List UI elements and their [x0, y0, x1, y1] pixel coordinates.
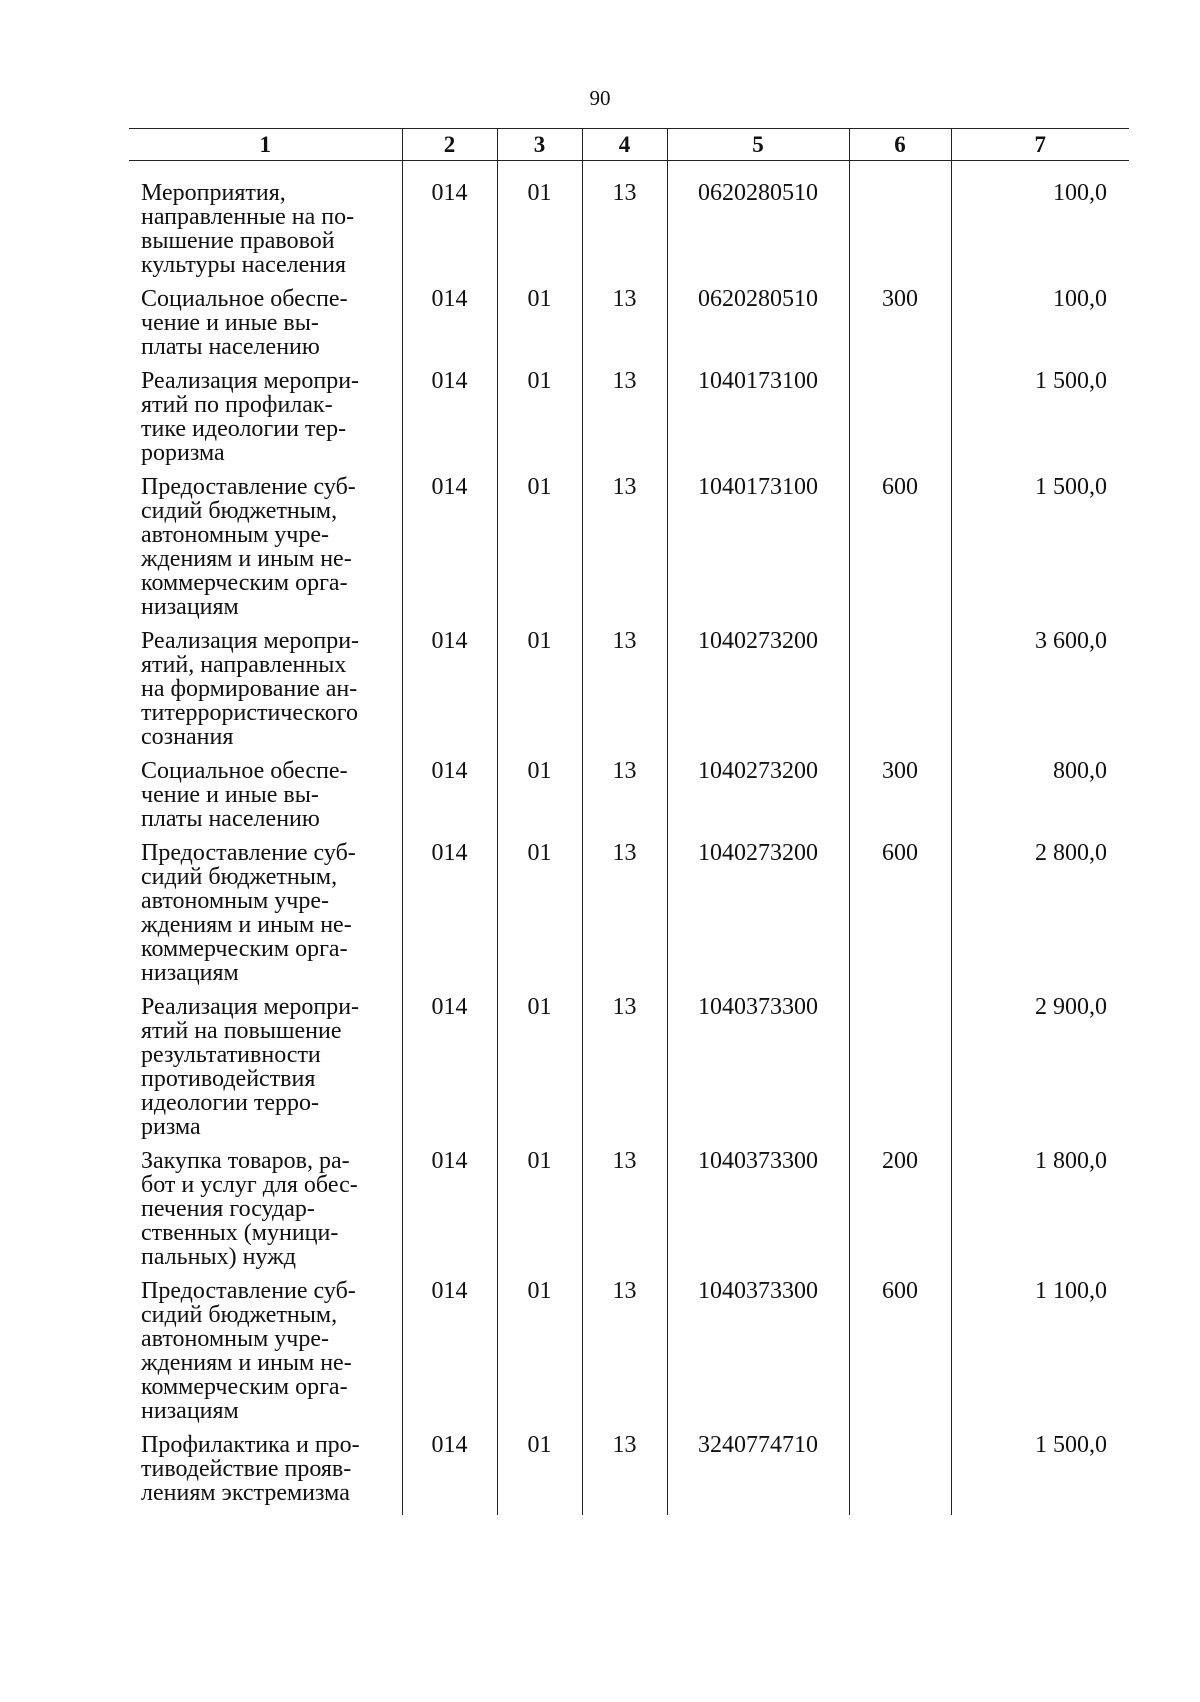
header-col-3: 3 — [497, 129, 582, 161]
row-col-2-cell: 014 — [402, 995, 497, 1149]
row-col-2-cell: 014 — [402, 1433, 497, 1515]
row-col-6-cell — [849, 181, 951, 287]
row-col-3-cell: 01 — [497, 995, 582, 1149]
row-name-line: идеологии терро- — [141, 1090, 320, 1116]
table-row — [129, 995, 1129, 1149]
table-spacer-row — [129, 161, 1129, 182]
row-col-3-cell: 01 — [497, 181, 582, 287]
row-amount-cell: 800,0 — [951, 759, 1129, 841]
header-row — [129, 129, 1129, 161]
row-name-line: тике идеологии тер- — [141, 416, 347, 442]
row-col-3-cell: 01 — [497, 287, 582, 369]
spacer-cell — [402, 161, 497, 182]
row-name-line: коммерческим орга- — [141, 570, 348, 596]
row-name-cell — [129, 369, 402, 475]
row-name-line: автономным учре- — [141, 1326, 330, 1352]
row-name-line: культуры населения — [141, 252, 347, 278]
row-name-line: автономным учре- — [141, 522, 330, 548]
row-col-4-cell: 13 — [582, 995, 667, 1149]
row-col-6-cell: 600 — [849, 1279, 951, 1433]
row-amount-cell: 1 800,0 — [951, 1149, 1129, 1279]
row-name-line: Предоставление суб- — [141, 474, 356, 500]
row-name-line: Предоставление суб- — [141, 1278, 356, 1304]
row-name-line: Мероприятия, — [141, 180, 286, 206]
row-name-line: результативности — [141, 1042, 321, 1068]
row-col-6-cell: 300 — [849, 759, 951, 841]
row-col-6-cell: 600 — [849, 841, 951, 995]
header-col-4: 4 — [582, 129, 667, 161]
row-col-3-cell: 01 — [497, 759, 582, 841]
row-amount-cell: 3 600,0 — [951, 629, 1129, 759]
row-name-cell — [129, 475, 402, 629]
header-col-5: 5 — [667, 129, 849, 161]
row-name-line: Закупка товаров, ра- — [141, 1148, 350, 1174]
row-name-line: сидий бюджетным, — [141, 1302, 338, 1328]
row-name-line: чение и иные вы- — [141, 782, 319, 808]
row-name-cell — [129, 287, 402, 369]
header-col-2: 2 — [402, 129, 497, 161]
spacer-cell — [497, 161, 582, 182]
table-row — [129, 1149, 1129, 1279]
header-col-7: 7 — [951, 129, 1129, 161]
row-name-cell — [129, 759, 402, 841]
row-name-line: титеррористического — [141, 700, 358, 726]
spacer-cell — [849, 161, 951, 182]
row-name-line: Реализация меропри- — [141, 368, 360, 394]
table-row — [129, 629, 1129, 759]
header-col-6: 6 — [849, 129, 951, 161]
row-col-2-cell: 014 — [402, 475, 497, 629]
row-col-2-cell: 014 — [402, 181, 497, 287]
row-name-line: сидий бюджетным, — [141, 498, 338, 524]
header-col-1: 1 — [129, 129, 402, 161]
row-name-cell — [129, 1279, 402, 1433]
row-col-5-cell: 1040273200 — [667, 629, 849, 759]
row-name-line: Реализация меропри- — [141, 994, 360, 1020]
row-col-5-cell: 1040273200 — [667, 841, 849, 995]
row-name-line: ждениям и иным не- — [141, 912, 352, 938]
row-name-line: сидий бюджетным, — [141, 864, 338, 890]
row-col-2-cell: 014 — [402, 841, 497, 995]
row-name-line: тиводействие прояв- — [141, 1456, 352, 1482]
row-col-4-cell: 13 — [582, 629, 667, 759]
row-col-2-cell: 014 — [402, 759, 497, 841]
row-col-5-cell: 1040373300 — [667, 995, 849, 1149]
row-col-2-cell: 014 — [402, 369, 497, 475]
row-name-line: на формирование ан- — [141, 676, 358, 702]
row-col-6-cell — [849, 629, 951, 759]
row-name-line: лениям экстремизма — [141, 1480, 350, 1506]
spacer-cell — [951, 161, 1129, 182]
row-name-line: низациям — [141, 960, 239, 986]
row-name-cell — [129, 1149, 402, 1279]
row-col-5-cell: 3240774710 — [667, 1433, 849, 1515]
row-amount-cell: 100,0 — [951, 181, 1129, 287]
row-col-2-cell: 014 — [402, 287, 497, 369]
row-col-5-cell: 0620280510 — [667, 181, 849, 287]
row-name-line: коммерческим орга- — [141, 1374, 348, 1400]
row-name-line: ятий по профилак- — [141, 392, 333, 418]
row-col-4-cell: 13 — [582, 1279, 667, 1433]
spacer-cell — [667, 161, 849, 182]
row-col-6-cell: 600 — [849, 475, 951, 629]
budget-table — [129, 128, 1129, 1515]
table-row — [129, 181, 1129, 287]
row-col-3-cell: 01 — [497, 629, 582, 759]
row-col-6-cell: 300 — [849, 287, 951, 369]
row-col-3-cell: 01 — [497, 1279, 582, 1433]
row-amount-cell: 100,0 — [951, 287, 1129, 369]
row-name-line: ждениям и иным не- — [141, 1350, 352, 1376]
row-name-line: платы населению — [141, 334, 320, 360]
row-col-4-cell: 13 — [582, 1149, 667, 1279]
row-col-4-cell: 13 — [582, 759, 667, 841]
row-name-line: автономным учре- — [141, 888, 330, 914]
row-name-line: Социальное обеспе- — [141, 758, 348, 784]
table-row — [129, 475, 1129, 629]
row-name-cell — [129, 181, 402, 287]
table-row — [129, 841, 1129, 995]
row-col-4-cell: 13 — [582, 287, 667, 369]
table-row — [129, 1433, 1129, 1515]
table-row — [129, 287, 1129, 369]
row-col-4-cell: 13 — [582, 1433, 667, 1515]
row-amount-cell: 1 500,0 — [951, 475, 1129, 629]
row-col-5-cell: 1040173100 — [667, 475, 849, 629]
table-body — [129, 161, 1129, 1516]
row-name-line: чение и иные вы- — [141, 310, 319, 336]
row-col-3-cell: 01 — [497, 475, 582, 629]
row-name-line: ственных (муници- — [141, 1220, 339, 1246]
row-col-6-cell — [849, 995, 951, 1149]
row-name-cell — [129, 995, 402, 1149]
row-name-line: направленные на по- — [141, 204, 355, 230]
row-col-3-cell: 01 — [497, 841, 582, 995]
row-name-line: Профилактика и про- — [141, 1432, 360, 1458]
row-name-line: бот и услуг для обес- — [141, 1172, 358, 1198]
page-number: 90 — [589, 86, 611, 110]
row-name-line: вышение правовой — [141, 228, 335, 254]
row-col-5-cell: 1040373300 — [667, 1149, 849, 1279]
row-name-line: ятий, направленных — [141, 652, 347, 678]
row-col-3-cell: 01 — [497, 369, 582, 475]
row-name-line: ятий на повышение — [141, 1018, 342, 1044]
row-col-4-cell: 13 — [582, 475, 667, 629]
row-amount-cell: 1 500,0 — [951, 1433, 1129, 1515]
spacer-cell — [129, 161, 402, 182]
row-name-line: ризма — [141, 1114, 201, 1140]
row-amount-cell: 2 800,0 — [951, 841, 1129, 995]
row-amount-cell: 2 900,0 — [951, 995, 1129, 1149]
row-amount-cell: 1 100,0 — [951, 1279, 1129, 1433]
row-name-cell — [129, 841, 402, 995]
row-col-4-cell: 13 — [582, 369, 667, 475]
row-name-cell — [129, 1433, 402, 1515]
table-row — [129, 759, 1129, 841]
row-name-line: противодействия — [141, 1066, 316, 1092]
row-col-3-cell: 01 — [497, 1149, 582, 1279]
table-row — [129, 369, 1129, 475]
row-col-6-cell — [849, 1433, 951, 1515]
row-name-line: низациям — [141, 1398, 239, 1424]
row-col-5-cell: 0620280510 — [667, 287, 849, 369]
row-name-line: низациям — [141, 594, 239, 620]
row-name-line: пальных) нужд — [141, 1244, 296, 1270]
row-col-5-cell: 1040173100 — [667, 369, 849, 475]
row-name-cell — [129, 629, 402, 759]
row-name-line: ждениям и иным не- — [141, 546, 352, 572]
row-col-2-cell: 014 — [402, 1149, 497, 1279]
row-name-line: Социальное обеспе- — [141, 286, 348, 312]
row-name-line: Реализация меропри- — [141, 628, 360, 654]
spacer-cell — [582, 161, 667, 182]
row-name-line: печения государ- — [141, 1196, 315, 1222]
row-col-2-cell: 014 — [402, 629, 497, 759]
row-col-3-cell: 01 — [497, 1433, 582, 1515]
budget-table-container — [129, 128, 1129, 1515]
row-name-line: роризма — [141, 440, 225, 466]
row-col-6-cell: 200 — [849, 1149, 951, 1279]
table-row — [129, 1279, 1129, 1433]
row-name-line: Предоставление суб- — [141, 840, 356, 866]
row-col-4-cell: 13 — [582, 841, 667, 995]
row-name-line: платы населению — [141, 806, 320, 832]
row-col-4-cell: 13 — [582, 181, 667, 287]
row-col-5-cell: 1040273200 — [667, 759, 849, 841]
row-col-5-cell: 1040373300 — [667, 1279, 849, 1433]
row-name-line: сознания — [141, 724, 234, 750]
row-col-6-cell — [849, 369, 951, 475]
row-amount-cell: 1 500,0 — [951, 369, 1129, 475]
row-col-2-cell: 014 — [402, 1279, 497, 1433]
row-name-line: коммерческим орга- — [141, 936, 348, 962]
